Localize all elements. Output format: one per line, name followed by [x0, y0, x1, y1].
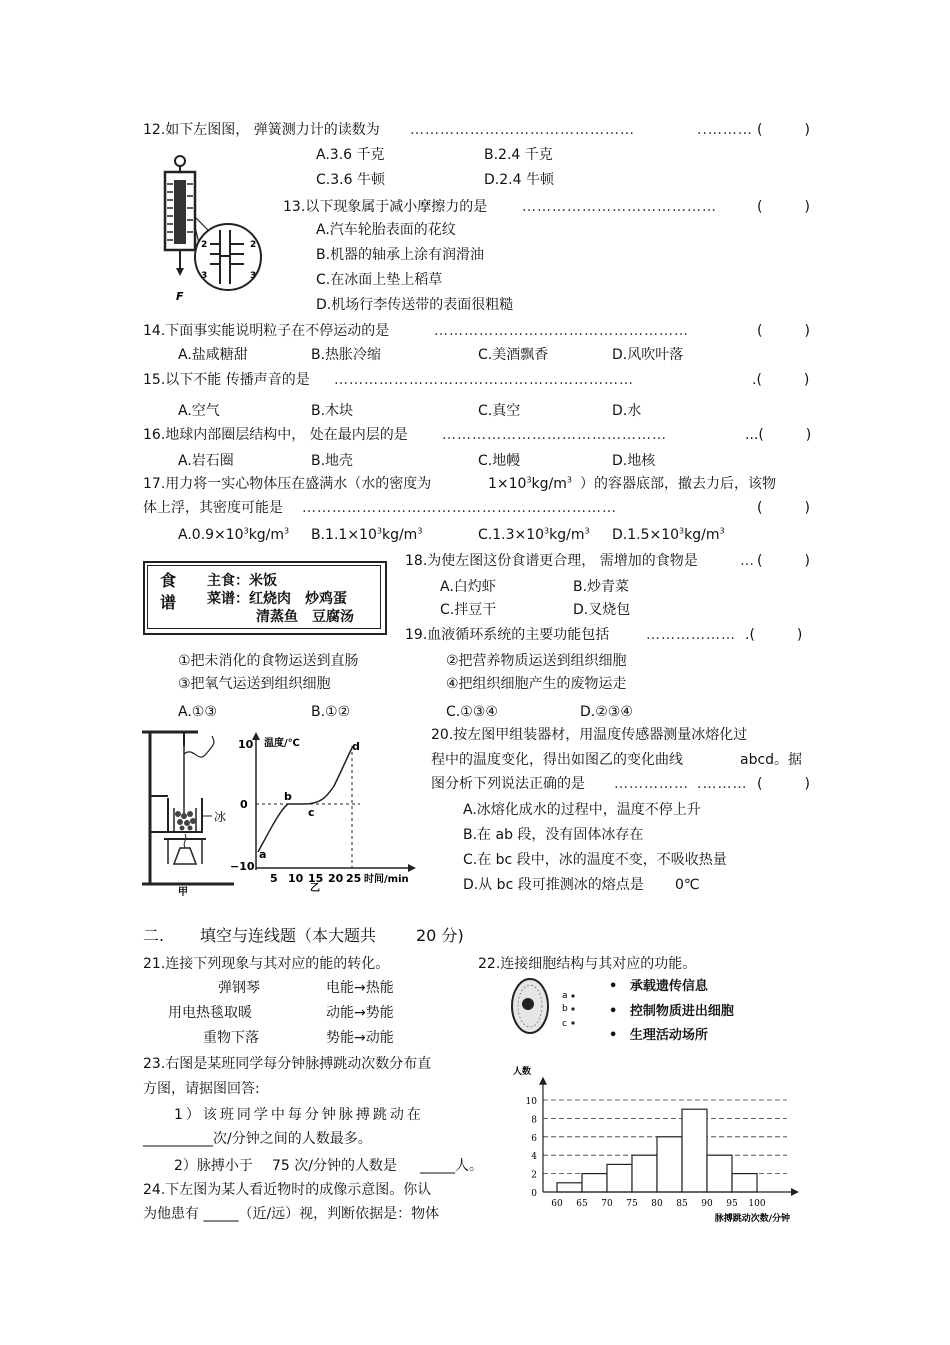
- histogram-y-tick: 0: [531, 1189, 537, 1199]
- q17-stem-cont: ）的容器底部，撤去力后，该物: [580, 476, 776, 492]
- q14-dots: ……………………………………………: [434, 323, 689, 339]
- q17-stem-line2: 体上浮，其密度可能是: [143, 500, 283, 516]
- menu-dishes-2: 清蒸鱼 豆腐汤: [256, 609, 354, 625]
- q20-stem-2b: abcd。据: [740, 752, 803, 768]
- histogram-x-tick: 80: [651, 1199, 663, 1209]
- q18-stem: 18.为使左图这份食谱更合理， 需增加的食物是: [405, 553, 698, 569]
- q17-answer-paren[interactable]: ( ): [757, 500, 810, 516]
- q23-sub-1: 1）该班同学中每分钟脉搏跳动在: [174, 1107, 424, 1123]
- histogram-x-tick: 60: [551, 1199, 563, 1209]
- q15-answer-paren[interactable]: .( ): [752, 372, 810, 388]
- q16-option-b: B.地壳: [311, 453, 354, 469]
- histogram-bar: [582, 1174, 607, 1192]
- q19-option-a: A.①③: [178, 704, 217, 720]
- q13-option-c: C.在冰面上垫上稻草: [316, 272, 443, 288]
- q21-phenomenon-3: 重物下落: [203, 1030, 259, 1046]
- menu-title-2: 谱: [160, 593, 177, 612]
- q22-function-1: • 承载遗传信息: [609, 979, 708, 994]
- time-tick-25: 25: [346, 872, 362, 885]
- point-d-label: d: [352, 740, 360, 753]
- q14-option-d: D.风吹叶落: [612, 347, 684, 363]
- time-tick-20: 20: [328, 872, 344, 885]
- histogram-y-tick: 6: [531, 1133, 537, 1144]
- q15-stem: 15.以下不能 传播声音的是: [143, 372, 310, 388]
- spring-scale-figure: [150, 152, 265, 307]
- pulse-histogram: [505, 1060, 805, 1228]
- q20-stem-2: 程中的温度变化，得出如图乙的变化曲线: [431, 752, 683, 768]
- time-tick-15: 15: [308, 872, 324, 885]
- q21-phenomenon-2: 用电热毯取暖: [168, 1005, 252, 1021]
- q12-dots2: ..………: [697, 122, 753, 138]
- point-a-label: a: [259, 848, 267, 861]
- section-2-score: 20 分): [416, 926, 464, 945]
- histogram-bar: [707, 1155, 732, 1192]
- temp-tick-10: 10: [238, 738, 254, 751]
- q18-option-c: C.拌豆干: [440, 602, 497, 618]
- ice-label: 冰: [214, 810, 227, 824]
- section-2-title: 填空与连线题（本大题共: [200, 926, 377, 945]
- section-2-number: 二.: [143, 926, 165, 945]
- q14-option-a: A.盐咸糖甜: [178, 347, 248, 363]
- q14-answer-paren[interactable]: ( ): [757, 323, 810, 339]
- histogram-x-tick: 90: [701, 1199, 713, 1209]
- q18-option-a: A.白灼虾: [440, 579, 496, 595]
- q19-answer-paren[interactable]: .( ): [745, 627, 803, 643]
- q19-item-1: ①把未消化的食物运送到直肠: [178, 653, 359, 669]
- q20-option-a: A.冰熔化成水的过程中，温度不停上升: [463, 802, 701, 818]
- q12-option-a: A.3.6 千克: [316, 147, 385, 163]
- q23-sub-2c[interactable]: _____人。: [420, 1158, 483, 1174]
- q19-item-4: ④把组织细胞产生的废物运走: [446, 676, 627, 692]
- cell-label-c: c: [562, 1019, 567, 1029]
- histogram-bar: [732, 1174, 757, 1192]
- histogram-y-label: 人数: [513, 1067, 532, 1077]
- histogram-bar: [557, 1183, 582, 1192]
- cell-diagram: [506, 976, 586, 1040]
- q24-stem-1: 24.下左图为某人看近物时的成像示意图。你认: [143, 1182, 432, 1198]
- q19-option-c: C.①③④: [446, 704, 498, 720]
- menu-main-food: 主食：米饭: [207, 573, 277, 589]
- q13-answer-paren[interactable]: ( ): [757, 199, 810, 215]
- q20-option-d: D.从 bc 段可推测冰的熔点是: [463, 877, 644, 893]
- q21-stem: 21.连接下列现象与其对应的能的转化。: [143, 956, 390, 972]
- q15-option-c: C.真空: [478, 403, 521, 419]
- q19-dots: ………………: [646, 627, 736, 643]
- q19-item-3: ③把氧气运送到组织细胞: [178, 676, 331, 692]
- q16-option-d: D.地核: [612, 453, 656, 469]
- ice-melting-apparatus: [138, 724, 238, 896]
- cell-label-b: b: [562, 1004, 568, 1014]
- q13-option-b: B.机器的轴承上涂有润滑油: [316, 247, 485, 263]
- q17-option-a: $A.0.9\times 10^3kg/m^3$: [178, 526, 290, 543]
- time-tick-5: 5: [270, 872, 278, 885]
- q13-option-a: A.汽车轮胎表面的花纹: [316, 222, 456, 238]
- q23-sub-2a: 2）脉搏小于: [174, 1158, 253, 1174]
- histogram-y-tick: 8: [531, 1115, 537, 1126]
- temp-tick-minus10: −10: [230, 860, 255, 873]
- q15-option-d: D.水: [612, 403, 642, 419]
- histogram-y-tick: 4: [531, 1152, 537, 1163]
- q20-answer-paren[interactable]: ( ): [757, 776, 810, 792]
- q23-stem-1: 23.右图是某班同学每分钟脉搏跳动次数分布直: [143, 1056, 432, 1072]
- q19-stem: 19.血液循环系统的主要功能包括: [405, 627, 610, 643]
- point-c-label: c: [308, 806, 315, 819]
- histogram-x-tick: 100: [748, 1199, 766, 1209]
- q12-answer-paren[interactable]: ( ): [757, 122, 810, 138]
- q22-function-3: • 生理活动场所: [609, 1028, 708, 1043]
- menu-title-1: 食: [160, 571, 177, 590]
- q15-option-b: B.木块: [311, 403, 354, 419]
- q17-dots: ………………………………………………………: [302, 500, 617, 516]
- q17-density: $1\times 10^3kg/m^3$: [488, 475, 572, 492]
- q16-option-c: C.地幔: [478, 453, 521, 469]
- q15-dots: ……………………………………………………: [334, 372, 634, 388]
- q20-stem-1: 20.按左图甲组装器材，用温度传感器测量冰熔化过: [431, 727, 748, 743]
- scale-mark-left-2: 2: [201, 240, 208, 250]
- histogram-x-tick: 85: [676, 1199, 688, 1209]
- q12-option-c: C.3.6 牛顿: [316, 172, 385, 188]
- q20-option-d-value: 0℃: [675, 877, 700, 893]
- q12-option-d: D.2.4 牛顿: [484, 172, 554, 188]
- q22-function-2: • 控制物质进出细胞: [609, 1004, 734, 1019]
- q18-dots: …: [740, 553, 755, 569]
- q18-option-b: B.炒青菜: [573, 579, 630, 595]
- q23-sub-1b[interactable]: __________次/分钟之间的人数最多。: [143, 1131, 372, 1147]
- histogram-y-tick: 10: [525, 1097, 537, 1107]
- scale-mark-left-3: 3: [201, 271, 208, 281]
- q16-answer-paren[interactable]: ...( ): [745, 427, 812, 443]
- q16-dots: ………………………………………: [442, 427, 667, 443]
- q12-option-b: B.2.4 千克: [484, 147, 553, 163]
- q23-stem-2: 方图，请据图回答:: [143, 1081, 260, 1097]
- q14-option-b: B.热胀冷缩: [311, 347, 382, 363]
- histogram-x-tick: 65: [576, 1199, 588, 1209]
- force-label: F: [176, 290, 184, 303]
- histogram-bar: [682, 1109, 707, 1192]
- histogram-x-tick: 95: [726, 1199, 738, 1209]
- q17-option-b: $B.1.1\times 10^3kg/m^3$: [311, 526, 423, 543]
- q22-stem: 22.连接细胞结构与其对应的功能。: [478, 956, 697, 972]
- q20-option-c: C.在 bc 段中，冰的温度不变，不吸收热量: [463, 852, 727, 868]
- q14-stem: 14.下面事实能说明粒子在不停运动的是: [143, 323, 390, 339]
- q16-stem: 16.地球内部圈层结构中， 处在最内层的是: [143, 427, 408, 443]
- point-b-label: b: [284, 790, 292, 803]
- q19-item-2: ②把营养物质运送到组织细胞: [446, 653, 627, 669]
- q21-phenomenon-1: 弹钢琴: [218, 980, 260, 996]
- histogram-x-label: 脉搏跳动次数/分钟: [714, 1214, 790, 1224]
- histogram-y-tick: 2: [531, 1170, 537, 1181]
- histogram-x-tick: 75: [626, 1199, 638, 1209]
- q17-option-c: $C.1.3\times 10^3kg/m^3$: [478, 526, 590, 543]
- q24-stem-2[interactable]: 为他患有 _____（近/远）视，判断依据是：物体: [143, 1206, 440, 1222]
- cell-label-a: a: [562, 991, 568, 1001]
- time-tick-10: 10: [288, 872, 304, 885]
- figure-jia-label: 甲: [178, 887, 188, 896]
- q15-option-a: A.空气: [178, 403, 220, 419]
- q19-option-d: D.②③④: [580, 704, 633, 720]
- q13-stem: 13.以下现象属于减小摩擦力的是: [283, 199, 488, 215]
- scale-mark-right-2: 2: [250, 240, 257, 250]
- q13-option-d: D.机场行李传送带的表面很粗糙: [316, 297, 514, 313]
- q20-option-b: B.在 ab 段，没有固体冰存在: [463, 827, 644, 843]
- q21-energy-3: 势能→动能: [326, 1030, 394, 1046]
- q17-stem: 17.用力将一实心物体压在盛满水（水的密度为: [143, 476, 432, 492]
- q16-option-a: A.岩石圈: [178, 453, 234, 469]
- figure-yi-label: 乙: [310, 883, 320, 892]
- histogram-bar: [657, 1137, 682, 1192]
- histogram-bar: [607, 1164, 632, 1192]
- histogram-x-arrow: [791, 1188, 799, 1196]
- q19-option-b: B.①②: [311, 704, 351, 720]
- q13-dots: …………………………………: [522, 199, 717, 215]
- scale-mark-right-3: 3: [250, 271, 257, 281]
- histogram-x-tick: 70: [601, 1199, 613, 1209]
- q21-energy-2: 动能→势能: [326, 1005, 394, 1021]
- spring-scale-n: N: [176, 173, 182, 182]
- temp-axis-label: 温度/℃: [264, 738, 300, 749]
- q17-option-d: $D.1.5\times 10^3kg/m^3$: [612, 526, 725, 543]
- time-axis-label: 时间/min: [364, 874, 409, 885]
- histogram-y-arrow: [539, 1077, 547, 1085]
- q12-dots: ………………………………………: [410, 122, 635, 138]
- temp-tick-0: 0: [240, 798, 248, 811]
- q20-dots2: .………: [697, 776, 748, 792]
- temperature-curve-figure: [230, 730, 420, 892]
- q12-stem: 12.如下左图图， 弹簧测力计的读数为: [143, 122, 380, 138]
- q20-stem-3: 图分析下列说法正确的是: [431, 776, 585, 792]
- q20-dots: ……………: [614, 776, 689, 792]
- menu-dishes: 菜谱：红烧肉 炒鸡蛋: [207, 591, 347, 607]
- q23-sub-2b: 75 次/分钟的人数是: [272, 1158, 397, 1174]
- q18-answer-paren[interactable]: ( ): [757, 553, 810, 569]
- q18-option-d: D.叉烧包: [573, 602, 631, 618]
- q21-energy-1: 电能→热能: [326, 980, 394, 996]
- histogram-bar: [632, 1155, 657, 1192]
- q14-option-c: C.美酒飘香: [478, 347, 549, 363]
